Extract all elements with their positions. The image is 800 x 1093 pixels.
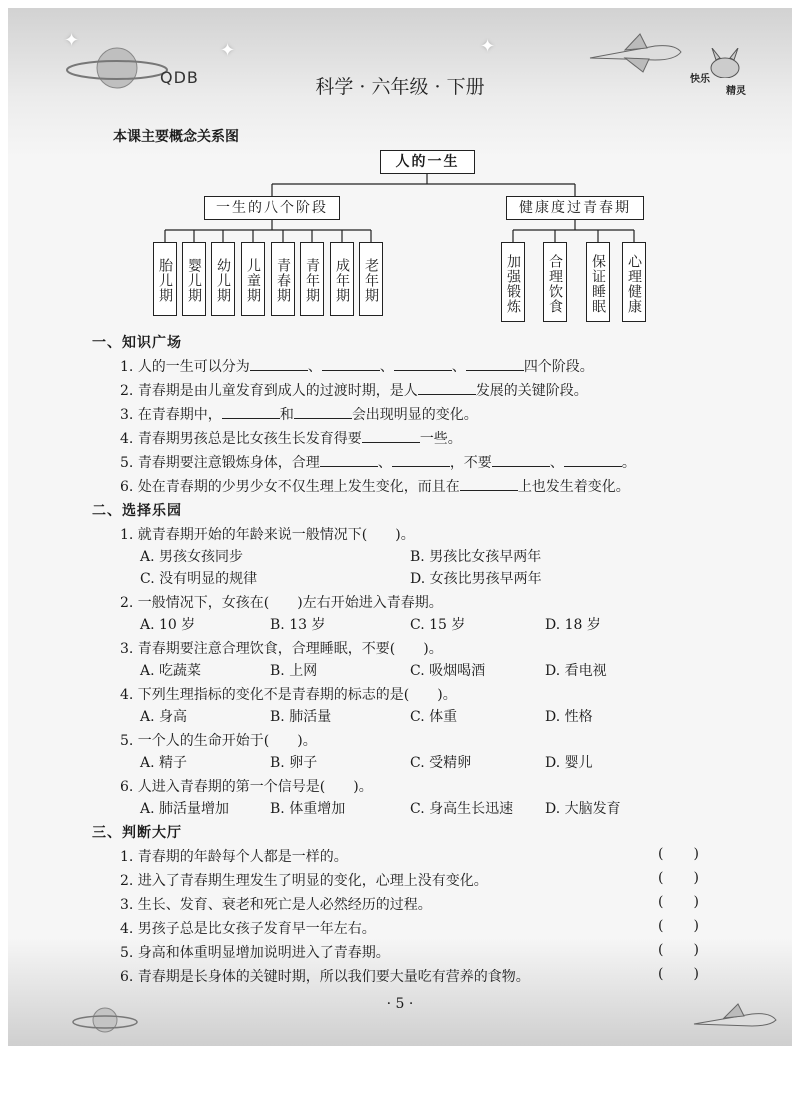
choice-option[interactable]: B. 上网 (270, 663, 318, 679)
choice-question-stem: 5. 一个人的生命开始于( )。 (120, 733, 317, 749)
answer-blank[interactable] (466, 356, 524, 371)
stage-leaf: 儿童期 (241, 242, 265, 316)
stage-leaf: 青年期 (300, 242, 324, 316)
choice-option[interactable]: D. 女孩比男孩早两年 (410, 571, 542, 587)
section-heading: 一、知识广场 (92, 335, 182, 351)
choice-option[interactable]: C. 身高生长迅速 (410, 801, 514, 817)
stage-leaf: 幼儿期 (211, 242, 235, 316)
choice-question-stem: 3. 青春期要注意合理饮食，合理睡眠，不要( )。 (120, 641, 443, 657)
choice-option[interactable]: B. 男孩比女孩早两年 (410, 549, 542, 565)
health-leaf: 保证睡眠 (586, 242, 610, 322)
true-false-item: 2. 进入了青春期生理发生了明显的变化，心理上没有变化。 (120, 873, 488, 889)
stage-leaf: 老年期 (359, 242, 383, 316)
answer-parentheses[interactable]: () (658, 870, 729, 886)
fill-question: 1. 人的一生可以分为 、 、 、 四个阶段。 (120, 356, 594, 376)
choice-option[interactable]: C. 体重 (410, 709, 458, 725)
answer-blank[interactable] (322, 356, 380, 371)
choice-option[interactable]: A. 10 岁 (140, 617, 196, 633)
choice-question-stem: 6. 人进入青春期的第一个信号是( )。 (120, 779, 373, 795)
choice-option[interactable]: C. 吸烟喝酒 (410, 663, 486, 679)
choice-question-stem: 4. 下列生理指标的变化不是青春期的标志的是( )。 (120, 687, 457, 703)
stage-leaf: 成年期 (330, 242, 354, 316)
branch-healthy-puberty: 健康度过青春期 (506, 196, 644, 220)
answer-blank[interactable] (418, 380, 476, 395)
answer-blank[interactable] (250, 356, 308, 371)
star-icon: ✦ (480, 36, 496, 57)
section-heading: 三、判断大厅 (92, 825, 182, 841)
choice-option[interactable]: B. 体重增加 (270, 801, 346, 817)
answer-blank[interactable] (392, 452, 450, 467)
branch-life-stages: 一生的八个阶段 (204, 196, 340, 220)
fill-question: 2. 青春期是由儿童发育到成人的过渡时期，是人 发展的关键阶段。 (120, 380, 588, 400)
planet-icon (70, 1000, 140, 1040)
true-false-item: 3. 生长、发育、衰老和死亡是人必然经历的过程。 (120, 897, 432, 913)
choice-option[interactable]: A. 男孩女孩同步 (140, 549, 244, 565)
answer-parentheses[interactable]: () (658, 918, 729, 934)
choice-option[interactable]: A. 肺活量增加 (140, 801, 230, 817)
concept-map-title: 本课主要概念关系图 (113, 129, 239, 145)
answer-blank[interactable] (394, 356, 452, 371)
choice-question-stem: 1. 就青春期开始的年龄来说一般情况下( )。 (120, 527, 415, 543)
fill-question: 5. 青春期要注意锻炼身体，合理 、 ，不要 、 。 (120, 452, 636, 472)
choice-option[interactable]: D. 看电视 (545, 663, 607, 679)
page-header-title: 科学 · 六年级 · 下册 (315, 76, 485, 98)
answer-blank[interactable] (222, 404, 280, 419)
star-icon: ✦ (64, 30, 80, 51)
choice-option[interactable]: B. 卵子 (270, 755, 318, 771)
answer-parentheses[interactable]: () (658, 966, 729, 982)
answer-blank[interactable] (492, 452, 550, 467)
answer-blank[interactable] (564, 452, 622, 467)
answer-blank[interactable] (294, 404, 352, 419)
page-number: · 5 · (386, 996, 414, 1012)
health-leaf: 心理健康 (622, 242, 646, 322)
choice-option[interactable]: D. 大脑发育 (545, 801, 621, 817)
choice-option[interactable]: C. 受精卵 (410, 755, 472, 771)
concept-map-root: 人的一生 (380, 150, 475, 174)
stage-leaf: 胎儿期 (153, 242, 177, 316)
fill-question: 4. 青春期男孩总是比女孩生长发育得要 一些。 (120, 428, 462, 448)
choice-option[interactable]: C. 没有明显的规律 (140, 571, 258, 587)
choice-option[interactable]: B. 肺活量 (270, 709, 332, 725)
answer-parentheses[interactable]: () (658, 894, 729, 910)
choice-option[interactable]: D. 婴儿 (545, 755, 593, 771)
choice-option[interactable]: C. 15 岁 (410, 617, 466, 633)
space-shuttle-icon (690, 1000, 780, 1040)
choice-option[interactable]: A. 吃蔬菜 (140, 663, 202, 679)
choice-option[interactable]: A. 身高 (140, 709, 188, 725)
answer-blank[interactable] (320, 452, 378, 467)
stage-leaf: 婴儿期 (182, 242, 206, 316)
mascot-logo: 快乐 精灵 (690, 48, 760, 98)
section-heading: 二、选择乐园 (92, 503, 182, 519)
choice-option[interactable]: B. 13 岁 (270, 617, 326, 633)
true-false-item: 1. 青春期的年龄每个人都是一样的。 (120, 849, 348, 865)
true-false-item: 5. 身高和体重明显增加说明进入了青春期。 (120, 945, 390, 961)
choice-question-stem: 2. 一般情况下，女孩在( )左右开始进入青春期。 (120, 595, 443, 611)
health-leaf: 加强锻炼 (501, 242, 525, 322)
answer-parentheses[interactable]: () (658, 942, 729, 958)
choice-option[interactable]: A. 精子 (140, 755, 188, 771)
answer-parentheses[interactable]: () (658, 846, 729, 862)
choice-option[interactable]: D. 18 岁 (545, 617, 601, 633)
answer-blank[interactable] (460, 476, 518, 491)
stage-leaf: 青春期 (271, 242, 295, 316)
fill-question: 6. 处在青春期的少男少女不仅生理上发生变化，而且在 上也发生着变化。 (120, 476, 630, 496)
true-false-item: 4. 男孩子总是比女孩子发育早一年左右。 (120, 921, 376, 937)
choice-option[interactable]: D. 性格 (545, 709, 593, 725)
health-leaf: 合理饮食 (543, 242, 567, 322)
star-icon: ✦ (220, 40, 236, 61)
true-false-item: 6. 青春期是长身体的关键时期，所以我们要大量吃有营养的食物。 (120, 969, 530, 985)
series-logo: QDB (160, 68, 199, 87)
fill-question: 3. 在青春期中， 和 会出现明显的变化。 (120, 404, 478, 424)
answer-blank[interactable] (362, 428, 420, 443)
